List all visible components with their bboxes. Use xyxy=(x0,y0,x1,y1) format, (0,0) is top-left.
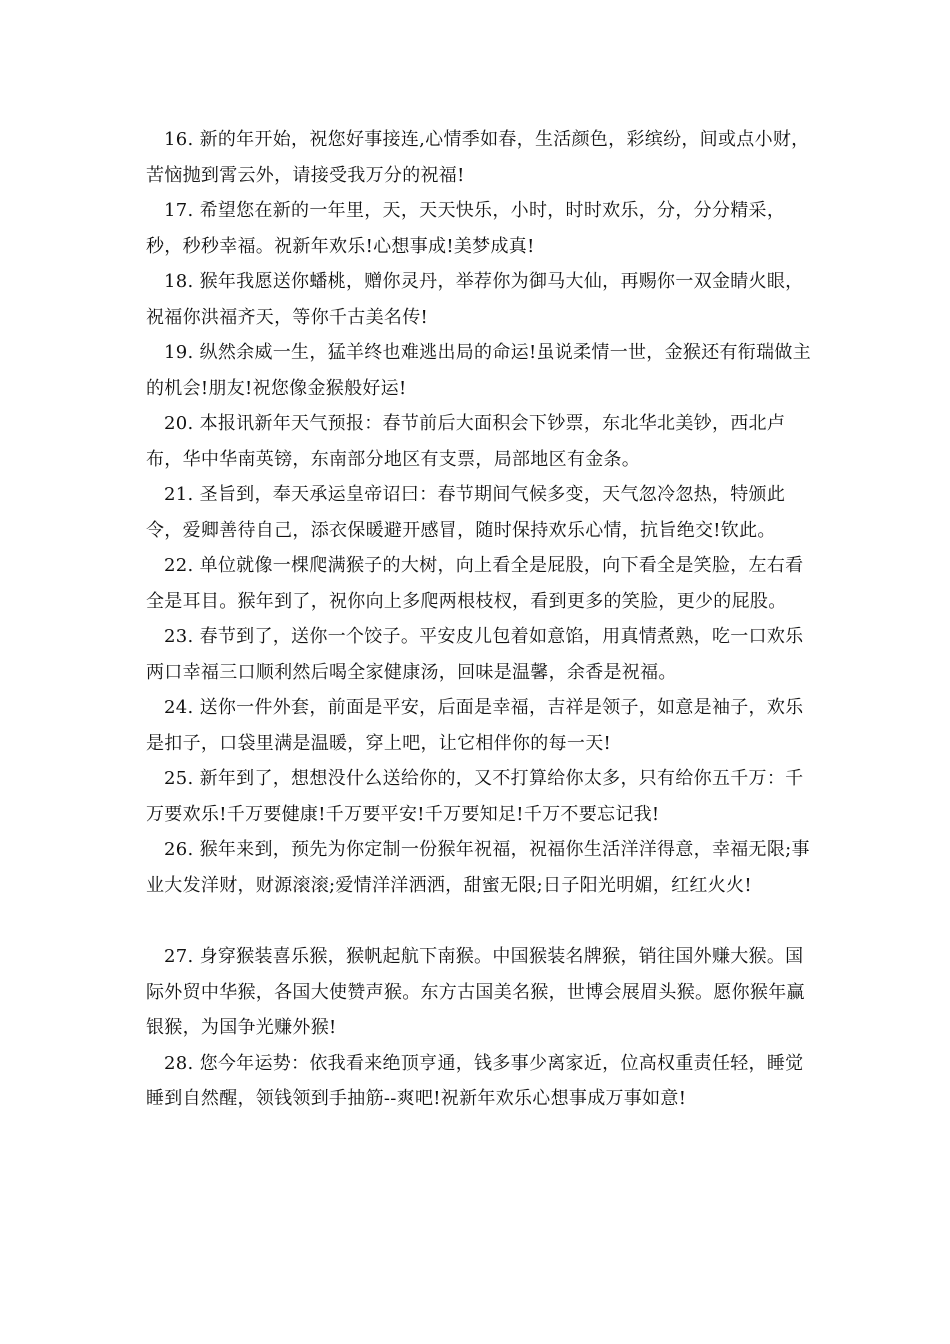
paragraph-number: 21. xyxy=(164,484,194,505)
paragraph-25 xyxy=(146,761,818,832)
paragraph-21 xyxy=(146,477,818,548)
paragraph-text: 春节到了，送你一个饺子。平安皮儿包着如意馅，用真情煮熟，吃一口欢乐两口幸福三口顺利然后喝全家健康汤，回味是温馨，余香是祝福。 xyxy=(146,626,804,683)
paragraph-text: 猴年来到，预先为你定制一份猴年祝福，祝福你生活洋洋得意，幸福无限;事业大发洋财，财源滚滚;爱情洋洋洒洒，甜蜜无限;日子阳光明媚，红红火火! xyxy=(146,839,810,896)
paragraph-24 xyxy=(146,690,818,761)
paragraph-text: 身穿猴装喜乐猴，猴帆起航下南猴。中国猴装名牌猴，销往国外赚大猴。国际外贸中华猴，各国大使赞声猴。东方古国美名猴，世博会展眉头猴。愿你猴年赢银猴，为国争光赚外猴! xyxy=(146,946,805,1038)
paragraph-number: 19. xyxy=(164,342,194,363)
paragraph-number: 17. xyxy=(164,200,194,221)
paragraph-text: 新的年开始，祝您好事接连,心情季如春，生活颜色，彩缤纷，间或点小财，苦恼抛到霄云外，请接受我万分的祝福! xyxy=(146,129,810,186)
paragraph-text: 您今年运势：依我看来绝顶亨通，钱多事少离家近，位高权重责任轻，睡觉睡到自然醒，领钱领到手抽筋--爽吧!祝新年欢乐心想事成万事如意! xyxy=(146,1052,804,1109)
paragraph-number: 18. xyxy=(164,271,194,292)
paragraph-number: 26. xyxy=(164,839,194,860)
paragraph-text: 希望您在新的一年里，天，天天快乐，小时，时时欢乐，分，分分精采，秒，秒秒幸福。祝新年欢乐!心想事成!美梦成真! xyxy=(146,200,786,257)
paragraph-18 xyxy=(146,264,818,335)
paragraph-text: 新年到了，想想没什么送给你的，又不打算给你太多，只有给你五千万：千万要欢乐!千万要健康!千万要平安!千万要知足!千万不要忘记我! xyxy=(146,768,804,825)
paragraph-number: 20. xyxy=(164,413,194,434)
paragraph-number: 25. xyxy=(164,768,194,789)
paragraph-text: 纵然余威一生，猛羊终也难逃出局的命运!虽说柔情一世，金猴还有衔瑞做主的机会!朋友!祝您像金猴般好运! xyxy=(146,342,811,399)
paragraph-27 xyxy=(146,939,818,1046)
paragraph-19 xyxy=(146,335,818,406)
paragraph-number: 23. xyxy=(164,626,194,647)
paragraph-20 xyxy=(146,406,818,477)
paragraph-17 xyxy=(146,193,818,264)
paragraph-number: 24. xyxy=(164,697,194,718)
paragraph-28 xyxy=(146,1046,818,1117)
paragraph-text: 圣旨到，奉天承运皇帝诏曰：春节期间气候多变，天气忽冷忽热，特颁此令，爱卿善待自己，添衣保暖避开感冒，随时保持欢乐心情，抗旨绝交!钦此。 xyxy=(146,484,786,541)
paragraph-22 xyxy=(146,548,818,619)
paragraph-16 xyxy=(146,122,818,193)
paragraph-number: 27. xyxy=(164,946,194,967)
paragraph-text: 送你一件外套，前面是平安，后面是幸福，吉祥是领子，如意是袖子，欢乐是扣子，口袋里满是温暖，穿上吧，让它相伴你的每一天! xyxy=(146,697,804,754)
paragraph-text: 猴年我愿送你蟠桃，赠你灵丹，举荐你为御马大仙，再赐你一双金睛火眼，祝福你洪福齐天，等你千古美名传! xyxy=(146,271,804,328)
paragraph-number: 16. xyxy=(164,129,194,150)
paragraph-26 xyxy=(146,832,818,903)
paragraph-text: 单位就像一棵爬满猴子的大树，向上看全是屁股，向下看全是笑脸，左右看全是耳目。猴年到了，祝你向上多爬两根枝杈，看到更多的笑脸，更少的屁股。 xyxy=(146,555,804,612)
paragraph-number: 28. xyxy=(164,1052,194,1074)
paragraph-spacer xyxy=(146,903,818,939)
paragraph-number: 22. xyxy=(164,555,194,576)
paragraph-23 xyxy=(146,619,818,690)
paragraph-text: 本报讯新年天气预报：春节前后大面积会下钞票，东北华北美钞，西北卢布，华中华南英镑，东南部分地区有支票，局部地区有金条。 xyxy=(146,413,786,470)
document-body xyxy=(146,122,818,1117)
